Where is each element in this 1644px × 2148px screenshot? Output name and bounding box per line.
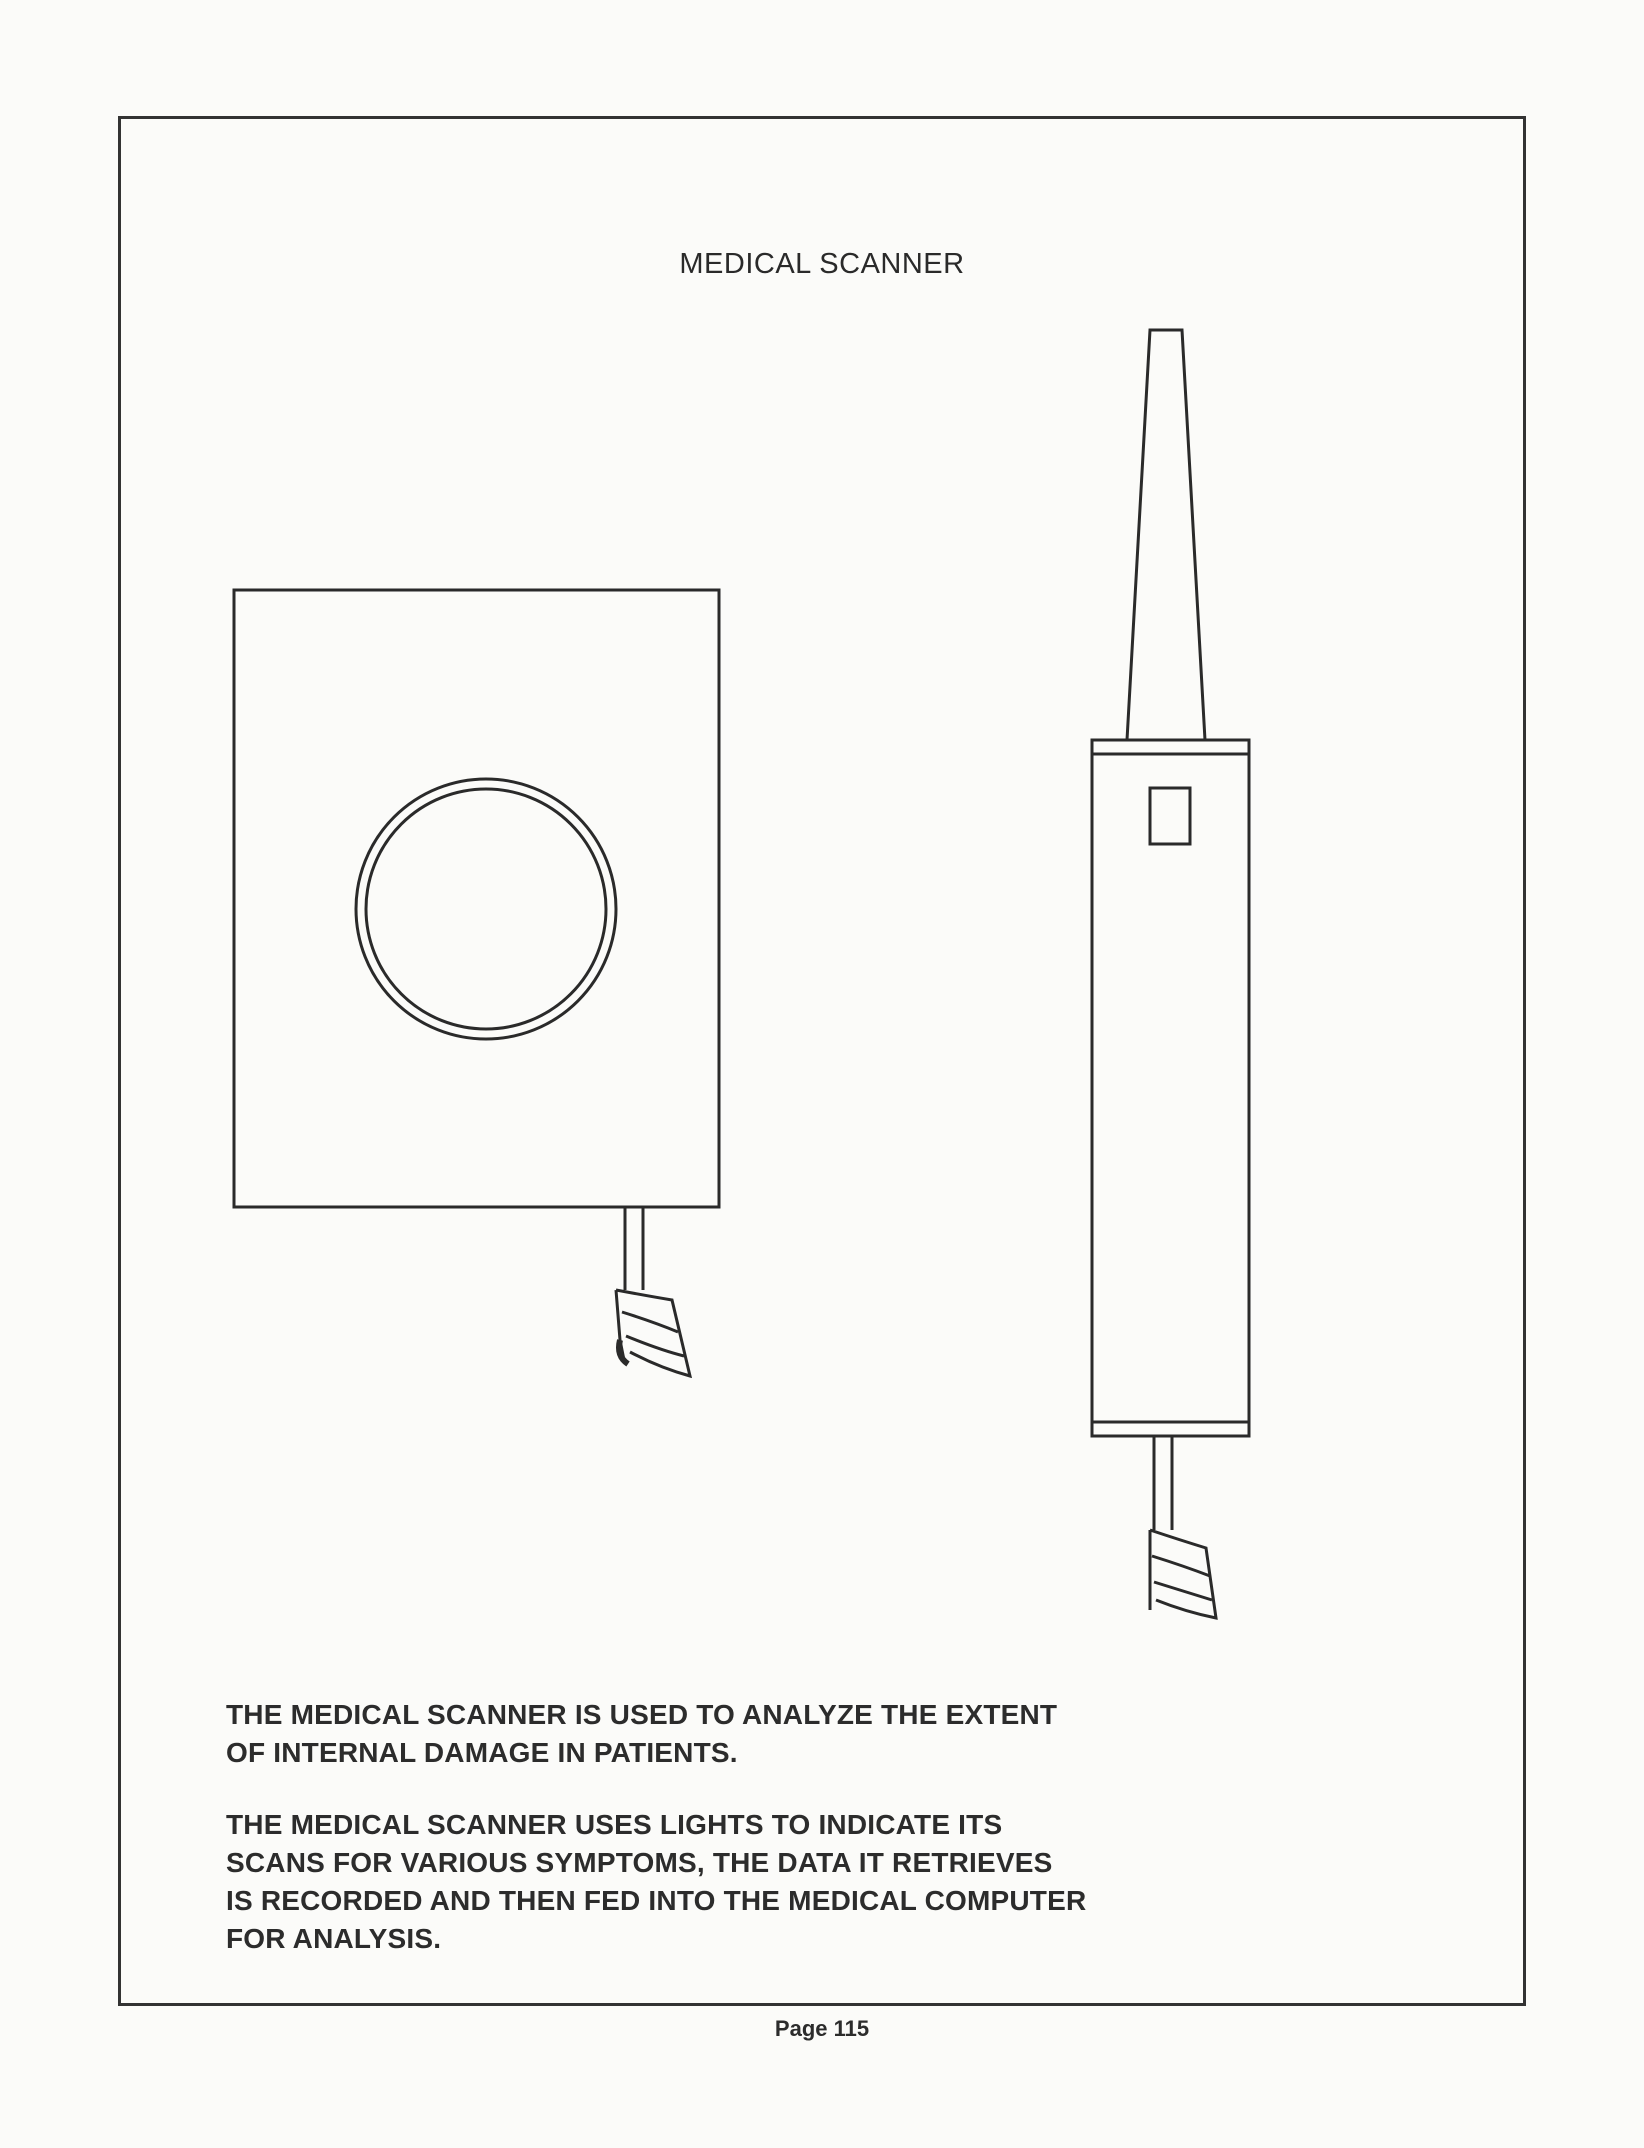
paragraph-line: SCANS FOR VARIOUS SYMPTOMS, THE DATA IT RETRIEVES <box>226 1847 1053 1878</box>
scanner-probe-tip <box>1127 330 1205 740</box>
scanner-front-view <box>234 590 719 1376</box>
scanner-lens-outer <box>356 779 616 1039</box>
side-cable-twist <box>1150 1530 1216 1618</box>
scanner-side-view <box>1092 330 1249 1618</box>
paragraph-line: THE MEDICAL SCANNER IS USED TO ANALYZE THE EXTENT <box>226 1699 1058 1730</box>
paragraph-line: FOR ANALYSIS. <box>226 1923 442 1954</box>
paragraph-line: IS RECORDED AND THEN FED INTO THE MEDICAL COMPUTER <box>226 1885 1087 1916</box>
description-paragraph-1 <box>226 1696 1146 1772</box>
scanner-indicator-light <box>1150 788 1190 844</box>
paragraph-line: THE MEDICAL SCANNER USES LIGHTS TO INDICATE ITS <box>226 1809 1003 1840</box>
page-number: Page 115 <box>774 2016 870 2041</box>
scanner-body-front <box>234 590 719 1207</box>
page-title: MEDICAL SCANNER <box>679 248 965 280</box>
scanner-lens-inner <box>366 789 606 1029</box>
description-paragraph-2 <box>226 1806 1146 1958</box>
paragraph-line: OF INTERNAL DAMAGE IN PATIENTS. <box>226 1737 738 1768</box>
